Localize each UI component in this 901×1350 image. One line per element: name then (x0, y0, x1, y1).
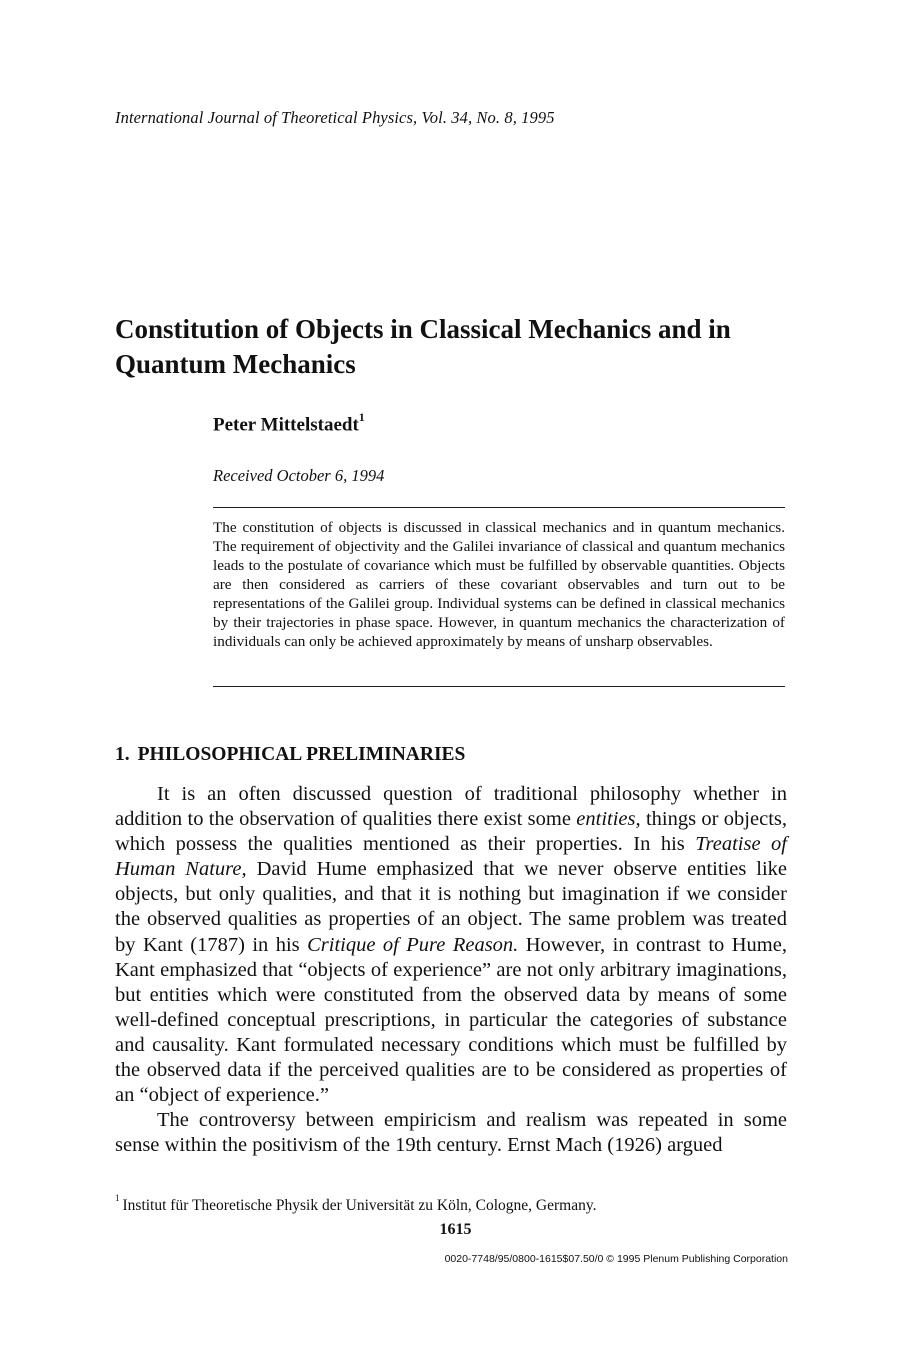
section-body (115, 782, 787, 1158)
page-number: 1615 (439, 1221, 472, 1238)
footnote-marker: 1 (115, 1193, 120, 1203)
abstract-top-rule (213, 507, 785, 508)
emphasis: Treatise of Human Nature, (115, 833, 788, 881)
footnote-text: Institut für Theoretische Physik der Universität zu Köln, Cologne, Germany. (122, 1197, 597, 1215)
footnote (115, 1193, 597, 1215)
section-title: PHILOSOPHICAL PRELIMINARIES (137, 744, 466, 765)
article-title: Constitution of Objects in Classical Mechanics and in Quantum Mechanics (115, 314, 731, 379)
author-name: Peter Mittelstaedt (213, 414, 359, 436)
abstract: The constitution of objects is discussed in classical mechanics and in quantum mechanics. The requirement of objectivity and the Galilei invariance of classical and quantum mechanics leads to the postulate of covariance which must be fulfilled by observable quantities. Objects are then considered as carriers of these covariant observables and turn out to be representations of the Galilei group. Individual systems can be defined in classical mechanics by their trajectories in phase space. However, in quantum mechanics the characterization of individuals can only be achieved approximately by means of unsharp observables. (213, 519, 785, 650)
section-heading (115, 744, 465, 766)
author-line (213, 412, 365, 436)
paragraph-1 (115, 782, 787, 1108)
text-run: things or objects, which possess the qualities mentioned as their properties. In his (115, 808, 787, 856)
author-footnote-marker: 1 (358, 410, 365, 424)
journal-citation: International Journal of Theoretical Physics, Vol. 34, No. 8, 1995 (115, 108, 555, 127)
emphasis: Critique of Pure Reason. (307, 933, 519, 956)
text-run: However, in contrast to Hume, Kant emphasized that “objects of experience” are not only arbitrary imaginations, but entities which were constituted from the observed data by means of some well-defined conceptual prescriptions, in particular the categories of substance and causality. Kant formulated necessary conditions which must be fulfilled by the observed data if the perceived qualities are to be considered as properties of an “object of experience.” (115, 933, 787, 1107)
paragraph-2: The controversy between empiricism and realism was repeated in some sense within the positivism of the 19th century. Ernst Mach (1926) argued (115, 1109, 787, 1157)
emphasis: entities, (576, 808, 641, 831)
section-number: 1. (115, 744, 130, 765)
text-run: It is an often discussed question of traditional philosophy whether in addition to the observation of qualities there exist some (115, 783, 787, 831)
abstract-bottom-rule (213, 686, 785, 687)
copyright-line: 0020-7748/95/0800-1615$07.50/0 © 1995 Plenum Publishing Corporation (444, 1253, 788, 1265)
text-run: David Hume emphasized that we never observe entities like objects, but only qualities, and that it is nothing but imagination if we consider the observed qualities as properties of an object. The same problem was treated by Kant (1787) in his (115, 858, 787, 956)
received-date: Received October 6, 1994 (213, 466, 385, 485)
